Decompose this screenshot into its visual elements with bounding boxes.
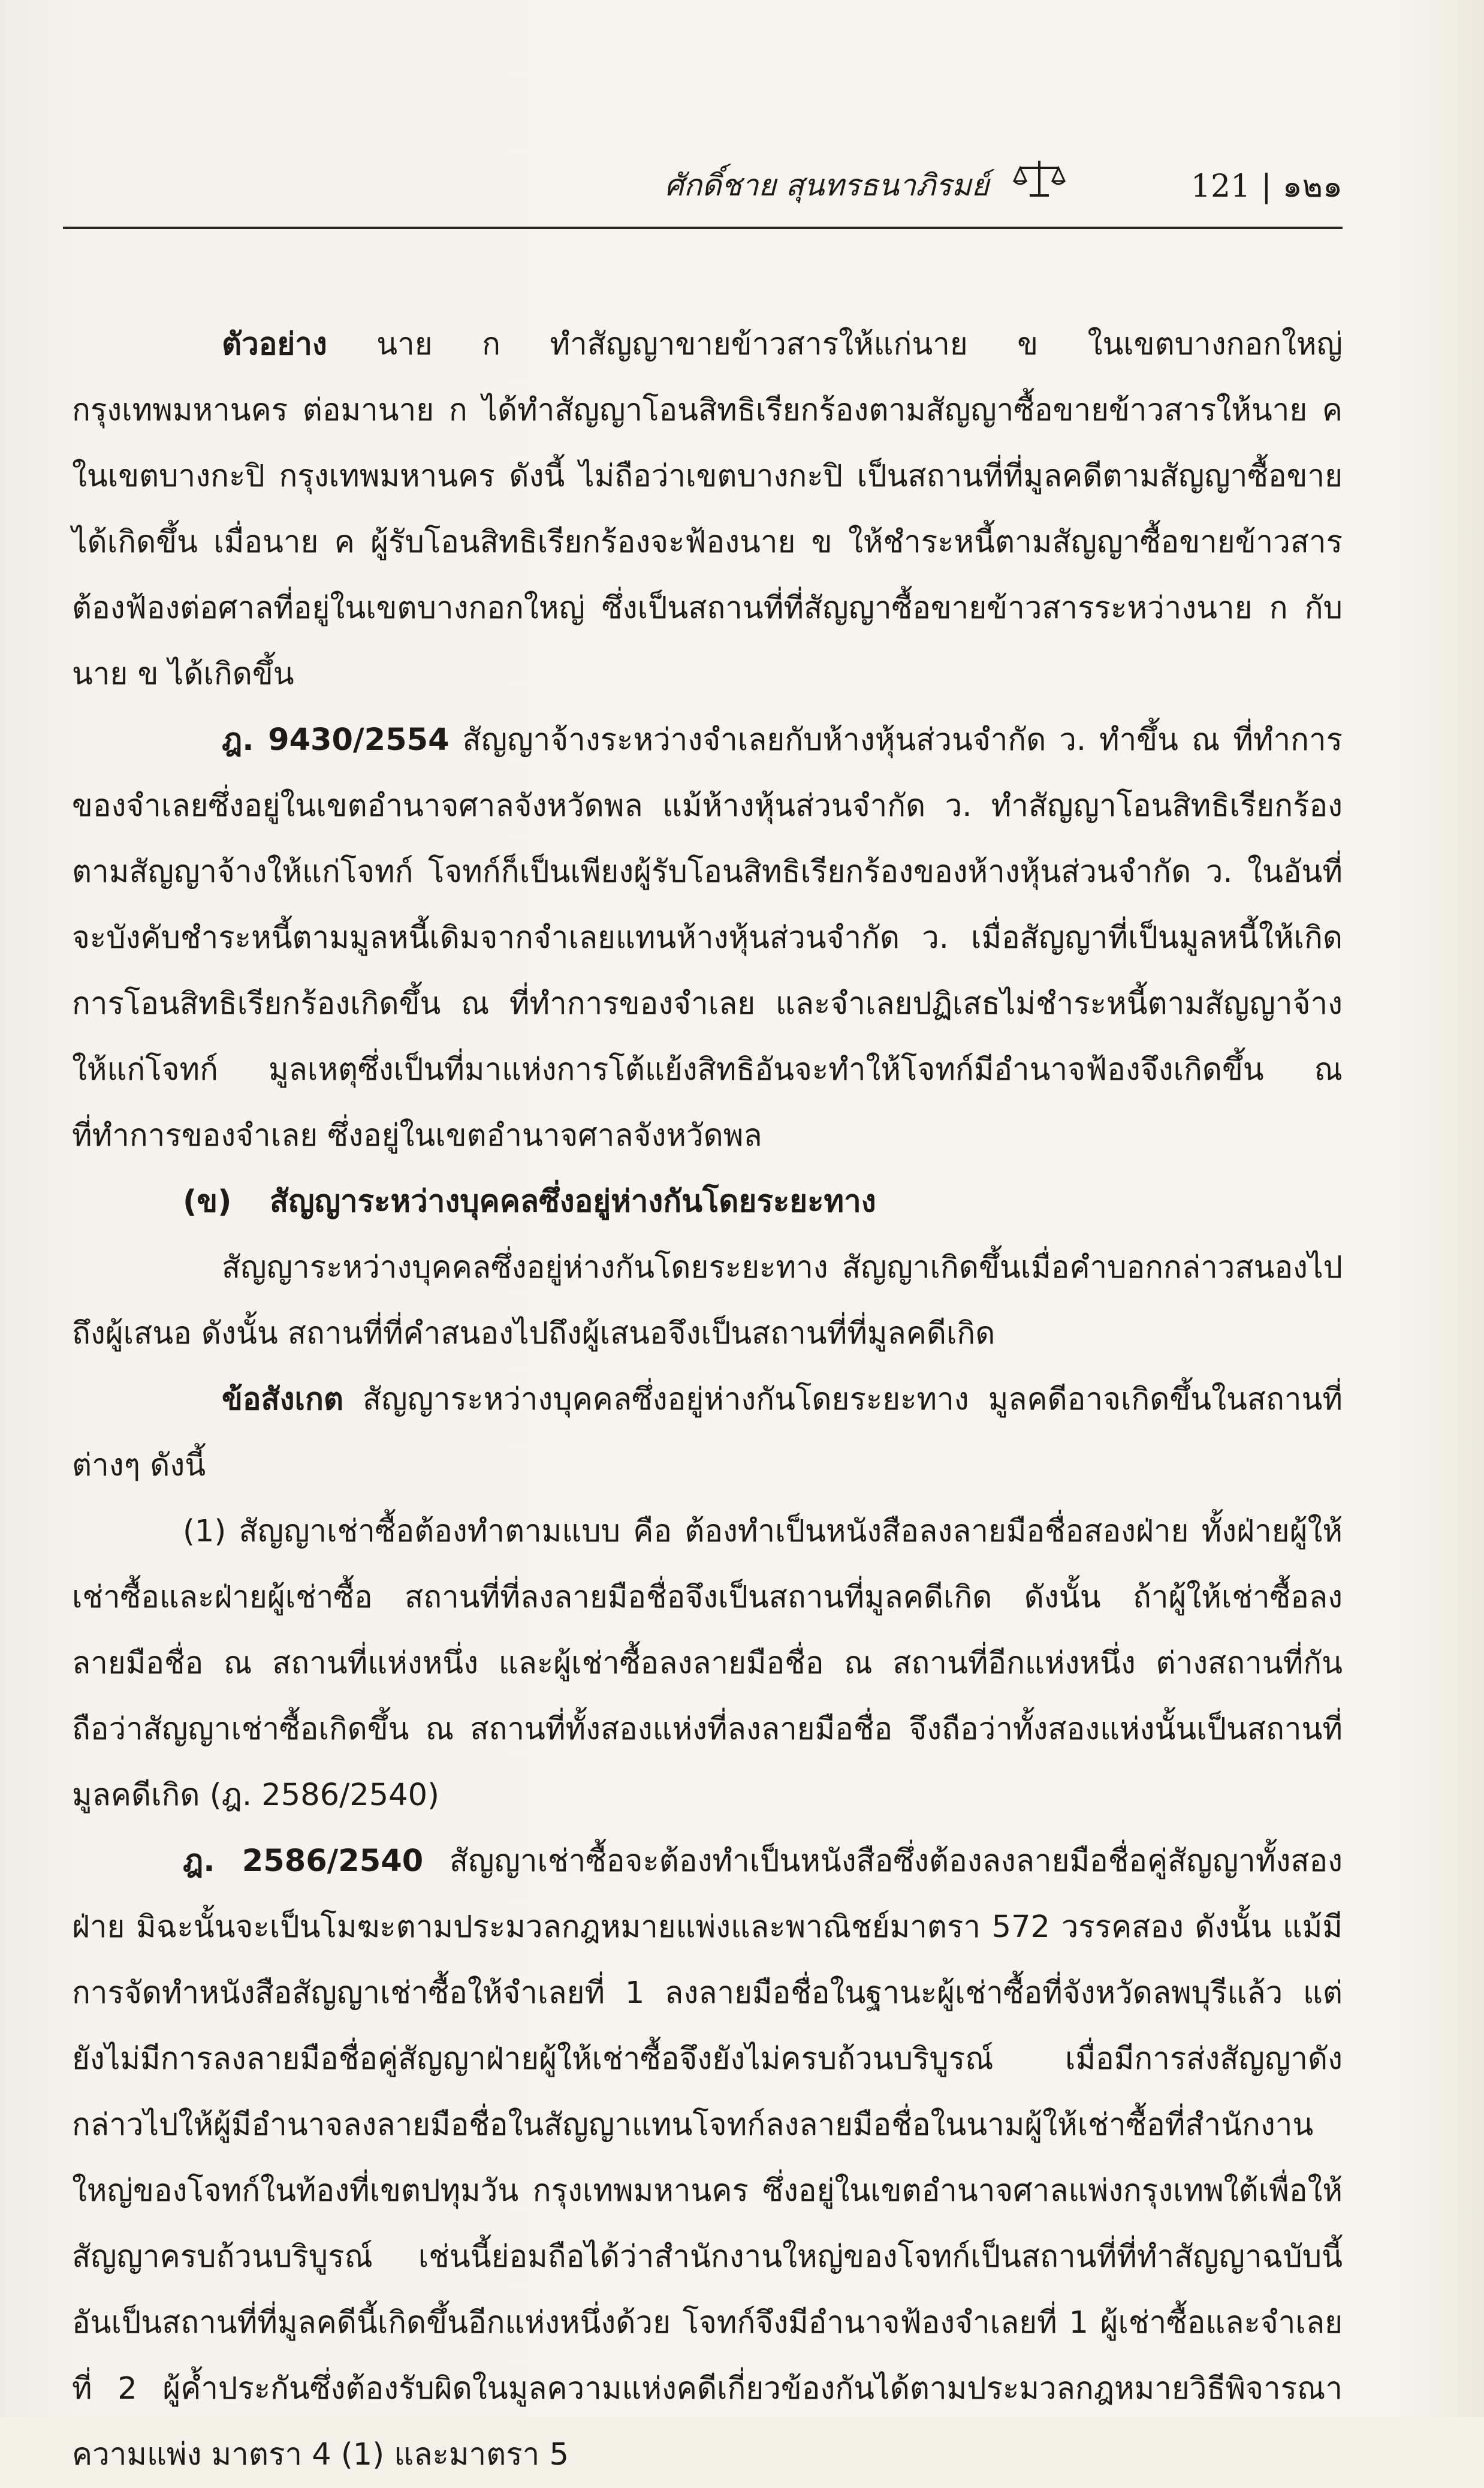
distance-contract-paragraph [72, 1235, 1343, 1367]
author-name: ศักดิ์ชาย สุนทรธนาภิรมย์ [664, 168, 989, 203]
section-heading [72, 1169, 1343, 1235]
page-number-separator: | [1261, 168, 1272, 204]
case-2586-paragraph [72, 1829, 1343, 2488]
observation-paragraph [72, 1367, 1343, 1499]
body-text [72, 312, 1343, 2488]
example-paragraph [72, 312, 1343, 707]
page-number [1191, 161, 1343, 210]
header-rule [63, 227, 1343, 229]
section-marker: (ข) [183, 1184, 232, 1219]
scales-of-justice-icon [1012, 157, 1067, 200]
hire-purchase-text: (1) สัญญาเช่าซื้อต้องทำตามแบบ คือ ต้องทำเป็นหนังสือลงลายมือชื่อสองฝ่าย ทั้งฝ่ายผู้ให้เช่าซื้อและฝ่ายผู้เช่าซื้อ สถานที่ที่ลงลายมือชื่อจึงเป็นสถานที่มูลคดีเกิด ดังนั้น ถ้าผู้ให้เช่าซื้อลงลายมือชื่อ ณ สถานที่แห่งหนึ่ง และผู้เช่าซื้อลงลายมือชื่อ ณ สถานที่อีกแห่งหนึ่ง ต่างสถานที่กันถือว่าสัญญาเช่าซื้อเกิดขึ้น ณ สถานที่ทั้งสองแห่งที่ลงลายมือชื่อ จึงถือว่าทั้งสองแห่งนั้นเป็นสถานที่มูลคดีเกิด (ฎ. 2586/2540) [72, 1514, 1343, 1813]
case-9430-label: ฎ. 9430/2554 [222, 722, 450, 758]
example-text: นาย ก ทำสัญญาขายข้าวสารให้แก่นาย ข ในเขตบางกอกใหญ่ กรุงเทพมหานคร ต่อมานาย ก ได้ทำสัญญาโอนสิทธิเรียกร้องตามสัญญาซื้อขายข้าวสารให้นาย ค ในเขตบางกะปิ กรุงเทพมหานคร ดังนี้ ไม่ถือว่าเขตบางกะปิ เป็นสถานที่ที่มูลคดีตามสัญญาซื้อขายได้เกิดขึ้น เมื่อนาย ค ผู้รับโอนสิทธิเรียกร้องจะฟ้องนาย ข ให้ชำระหนี้ตามสัญญาซื้อขายข้าวสารต้องฟ้องต่อศาลที่อยู่ในเขตบางกอกใหญ่ ซึ่งเป็นสถานที่ที่สัญญาซื้อขายข้าวสารระหว่างนาย ก กับนาย ข ได้เกิดขึ้น [72, 327, 1343, 692]
observation-text: สัญญาระหว่างบุคคลซึ่งอยู่ห่างกันโดยระยะทาง มูลคดีอาจเกิดขึ้นในสถานที่ต่างๆ ดังนี้ [72, 1382, 1343, 1483]
case-9430-text: สัญญาจ้างระหว่างจำเลยกับห้างหุ้นส่วนจำกัด ว. ทำขึ้น ณ ที่ทำการของจำเลยซึ่งอยู่ในเขตอำนาจศาลจังหวัดพล แม้ห้างหุ้นส่วนจำกัด ว. ทำสัญญาโอนสิทธิเรียกร้องตามสัญญาจ้างให้แก่โจทก์ โจทก์ก็เป็นเพียงผู้รับโอนสิทธิเรียกร้องของห้างหุ้นส่วนจำกัด ว. ในอันที่จะบังคับชำระหนี้ตามมูลหนี้เดิมจากจำเลยแทนห้างหุ้นส่วนจำกัด ว. เมื่อสัญญาที่เป็นมูลหนี้ให้เกิดการโอนสิทธิเรียกร้องเกิดขึ้น ณ ที่ทำการของจำเลย และจำเลยปฏิเสธไม่ชำระหนี้ตามสัญญาจ้างให้แก่โจทก์ มูลเหตุซึ่งเป็นที่มาแห่งการโต้แย้งสิทธิอันจะทำให้โจทก์มีอำนาจฟ้องจึงเกิดขึ้น ณ ที่ทำการของจำเลย ซึ่งอยู่ในเขตอำนาจศาลจังหวัดพล [72, 722, 1343, 1153]
example-label: ตัวอย่าง [222, 327, 327, 362]
section-title: สัญญาระหว่างบุคคลซึ่งอยู่ห่างกันโดยระยะทาง [270, 1184, 876, 1219]
hire-purchase-paragraph [72, 1499, 1343, 1829]
case-2586-label: ฎ. 2586/2540 [183, 1844, 424, 1879]
page-number-arabic: 121 [1190, 168, 1251, 204]
case-9430-paragraph [72, 707, 1343, 1169]
case-2586-text: สัญญาเช่าซื้อจะต้องทำเป็นหนังสือซึ่งต้องลงลายมือชื่อคู่สัญญาทั้งสองฝ่าย มิฉะนั้นจะเป็นโมฆะตามประมวลกฎหมายแพ่งและพาณิชย์มาตรา 572 วรรคสอง ดังนั้น แม้มีการจัดทำหนังสือสัญญาเช่าซื้อให้จำเลยที่ 1 ลงลายมือชื่อในฐานะผู้เช่าซื้อที่จังหวัดลพบุรีแล้ว แต่ยังไม่มีการลงลายมือชื่อคู่สัญญาฝ่ายผู้ให้เช่าซื้อจึงยังไม่ครบถ้วนบริบูรณ์ เมื่อมีการส่งสัญญาดังกล่าวไปให้ผู้มีอำนาจลงลายมือชื่อในสัญญาแทนโจทก์ลงลายมือชื่อในนามผู้ให้เช่าซื้อที่สำนักงานใหญ่ของโจทก์ในท้องที่เขตปทุมวัน กรุงเทพมหานคร ซึ่งอยู่ในเขตอำนาจศาลแพ่งกรุงเทพใต้เพื่อให้สัญญาครบถ้วนบริบูรณ์ เช่นนี้ย่อมถือได้ว่าสำนักงานใหญ่ของโจทก์เป็นสถานที่ที่ทำสัญญาฉบับนี้อันเป็นสถานที่ที่มูลคดีนี้เกิดขึ้นอีกแห่งหนึ่งด้วย โจทก์จึงมีอำนาจฟ้องจำเลยที่ 1 ผู้เช่าซื้อและจำเลยที่ 2 ผู้ค้ำประกันซึ่งต้องรับผิดในมูลความแห่งคดีเกี่ยวข้องกันได้ตามประมวลกฎหมายวิธีพิจารณาความแพ่ง มาตรา 4 (1) และมาตรา 5 [72, 1844, 1343, 2472]
page-number-thai: ๑๒๑ [1282, 168, 1343, 204]
distance-contract-text: สัญญาระหว่างบุคคลซึ่งอยู่ห่างกันโดยระยะทาง สัญญาเกิดขึ้นเมื่อคำบอกกล่าวสนองไปถึงผู้เสนอ ดังนั้น สถานที่ที่คำสนองไปถึงผู้เสนอจึงเป็นสถานที่ที่มูลคดีเกิด [72, 1250, 1343, 1351]
page-header [66, 155, 1343, 227]
observation-label: ข้อสังเกต [222, 1382, 343, 1417]
